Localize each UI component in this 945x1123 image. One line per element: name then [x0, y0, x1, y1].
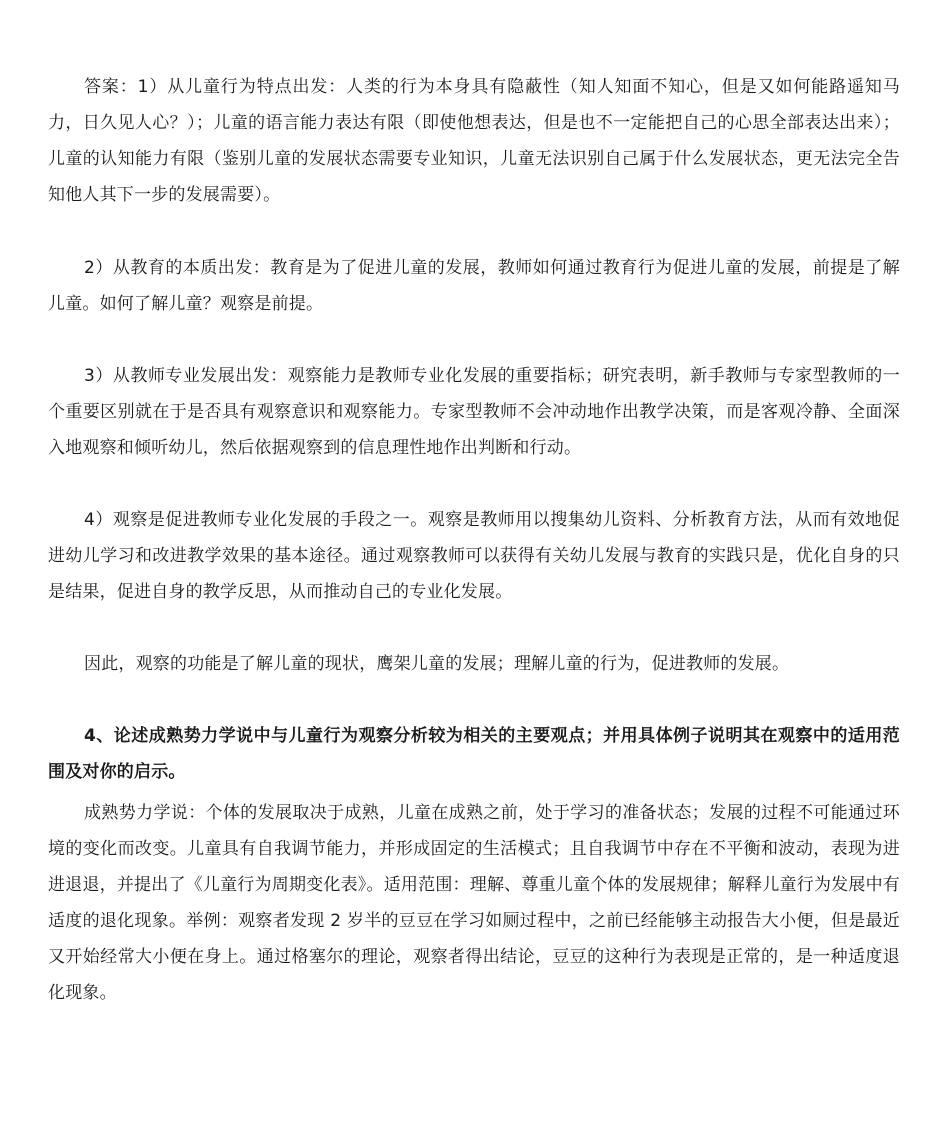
- answer-paragraph-2: 2）从教育的本质出发：教育是为了促进儿童的发展，教师如何通过教育行为促进儿童的发展，前提是了解儿童。如何了解儿童？观察是前提。: [48, 258, 900, 314]
- answer-paragraph-4: 4）观察是促进教师专业化发展的手段之一。观察是教师用以搜集幼儿资料、分析教育方法，从而有效地促进幼儿学习和改进教学效果的基本途径。通过观察教师可以获得有关幼儿发展与教育的实践只是，优化自身的只是结果，促进自身的教学反思，从而推动自己的专业化发展。: [48, 510, 900, 602]
- conclusion-paragraph: 因此，观察的功能是了解儿童的现状，鹰架儿童的发展；理解儿童的行为，促进教师的发展。: [84, 654, 790, 674]
- maturation-theory-answer: 成熟势力学说：个体的发展取决于成熟，儿童在成熟之前，处于学习的准备状态；发展的过程不可能通过环境的变化而改变。儿童具有自我调节能力，并形成固定的生活模式；且自我调节中存在不平衡和波动，表现为进进退退，并提出了《儿童行为周期变化表》。适用范围：理解、尊重儿童个体的发展规律；解释儿童行为发展中有适度的退化现象。举例：观察者发现 2 岁半的豆豆在学习如厕过程中，之前已经能够主动报告大小便，但是最近又开始经常大小便在身上。通过格塞尔的理论，观察者得出结论，豆豆的这种行为表现是正常的，是一种适度退化现象。: [48, 803, 900, 1003]
- answer-paragraph-3: 3）从教师专业发展出发：观察能力是教师专业化发展的重要指标；研究表明，新手教师与专家型教师的一个重要区别就在于是否具有观察意识和观察能力。专家型教师不会冲动地作出教学决策，而是客观冷静、全面深入地观察和倾听幼儿，然后依据观察到的信息理性地作出判断和行动。: [48, 366, 900, 458]
- answer-paragraph-1: 答案：1）从儿童行为特点出发：人类的行为本身具有隐蔽性（知人知面不知心，但是又如何能路遥知马力，日久见人心？）；儿童的语言能力表达有限（即使他想表达，但是也不一定能把自己的心思全部表达出来）；儿童的认知能力有限（鉴别儿童的发展状态需要专业知识，儿童无法识别自己属于什么发展状态，更无法完全告知他人其下一步的发展需要）。: [48, 77, 900, 205]
- question-4-heading: 4、论述成熟势力学说中与儿童行为观察分析较为相关的主要观点；并用具体例子说明其在观察中的适用范围及对你的启示。: [48, 726, 900, 782]
